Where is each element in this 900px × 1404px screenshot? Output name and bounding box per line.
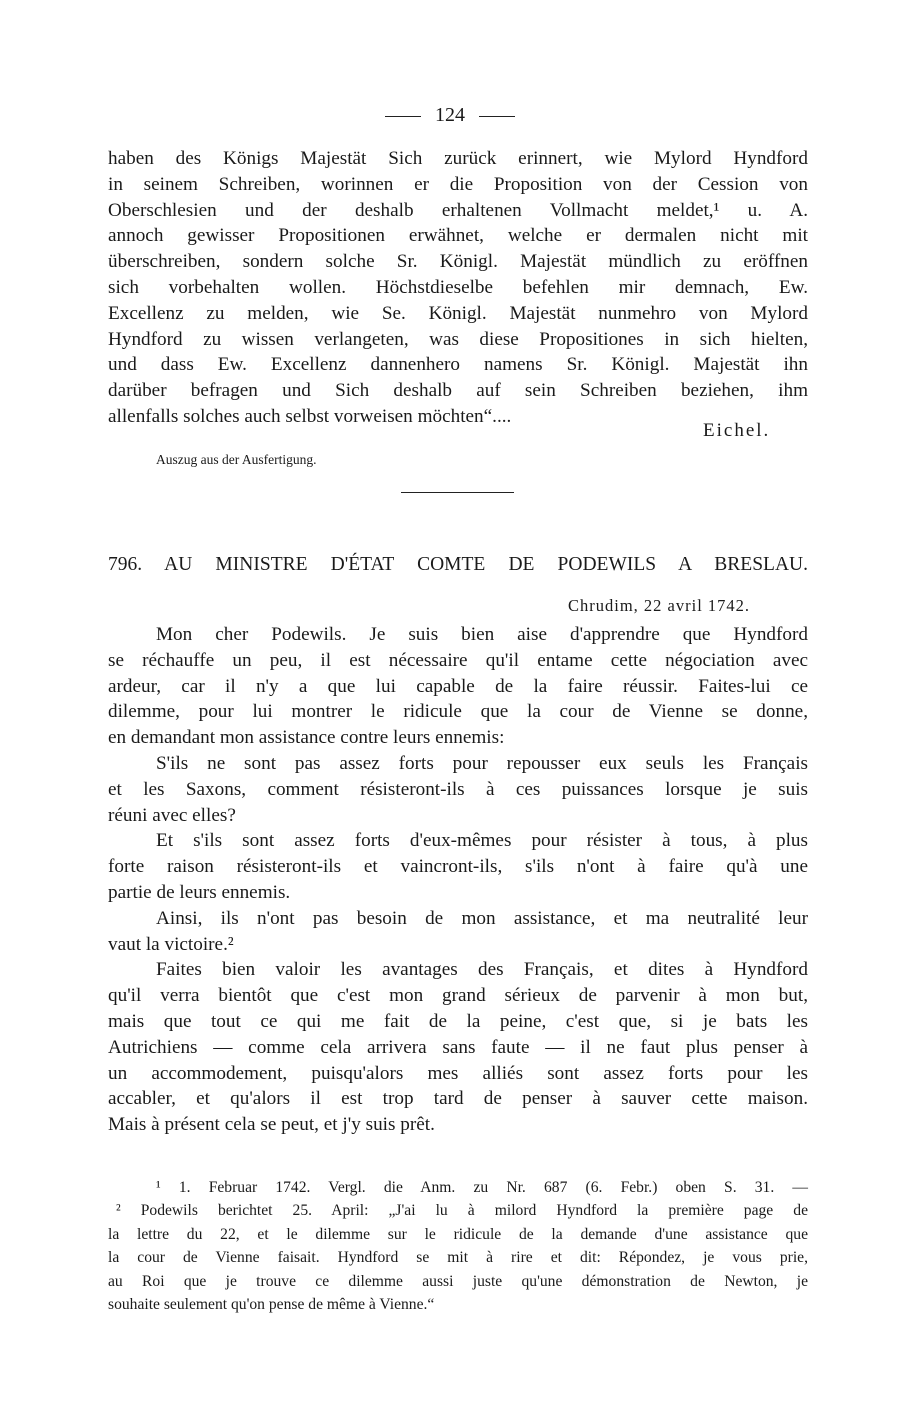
text-line: und dass Ew. Excellenz dannenhero namens Sr. Königl. Majestät ihn [108, 354, 808, 376]
text-line: Mon cher Podewils. Je suis bien aise d'apprendre que Hyndford [156, 624, 808, 645]
text-line: Oberschlesien und der deshalb erhaltenen Vollmacht meldet,¹ u. A. [108, 199, 808, 221]
text-line: darüber befragen und Sich deshalb auf sein Schreiben beziehen, ihm [108, 380, 808, 402]
text-line: sich vorbehalten wollen. Höchstdieselbe befehlen mir demnach, Ew. [108, 276, 808, 298]
text-line: un accommodement, puisqu'alors mes alliés sont assez forts pour les [108, 1062, 808, 1084]
footnote-line: la cour de Vienne faisait. Hyndford se mit à rire et dit: Répondez, je vous prie, [108, 1249, 808, 1267]
page-number-dash-right [479, 116, 515, 117]
section-divider [401, 492, 514, 493]
page-number-dash-left [385, 116, 421, 117]
text-line: accabler, et qu'alors il est trop tard de penser à sauver cette maison. [108, 1088, 808, 1110]
text-line: et les Saxons, comment résisteront-ils à ces puissances lorsque je suis [108, 778, 808, 800]
top-paragraph [108, 146, 808, 430]
footnotes [108, 1176, 808, 1316]
text-line: S'ils ne sont pas assez forts pour repousser eux seuls les Français [156, 752, 808, 774]
text-line: se réchauffe un peu, il est nécessaire qu'il entame cette négociation avec [108, 649, 808, 671]
text-line: Hyndford zu wissen verlangeten, was diese Propositiones in sich hielten, [108, 328, 808, 350]
text-line: haben des Königs Majestät Sich zurück erinnert, wie Mylord Hyndford [108, 148, 808, 169]
page-number-text: 124 [435, 104, 465, 126]
footnote-line: au Roi que je trouve ce dilemme aussi juste qu'une démonstration de Newton, je [108, 1272, 808, 1290]
text-line: réuni avec elles? [108, 804, 236, 826]
text-line: Autrichiens — comme cela arrivera sans faute — il ne faut plus penser à [108, 1036, 808, 1058]
footnote-line: souhaite seulement qu'on pense de même à Vienne.“ [108, 1296, 435, 1314]
footnote-line: ² Podewils berichtet 25. April: „J'ai lu à milord Hyndford la première page de [116, 1202, 808, 1220]
text-line: Excellenz zu melden, wie Se. Königl. Majestät nunmehro von Mylord [108, 302, 808, 324]
text-line: vaut la victoire.² [108, 933, 234, 955]
letter-heading: 796. AU MINISTRE D'ÉTAT COMTE DE PODEWILS A BRESLAU. [108, 554, 808, 575]
text-line: in seinem Schreiben, worinnen er die Proposition von der Cession von [108, 173, 808, 195]
text-line: dilemme, pour lui montrer le ridicule que la cour de Vienne se donne, [108, 701, 808, 723]
text-line: überschreiben, sondern solche Sr. Königl. Majestät mündlich zu eröffnen [108, 251, 808, 273]
signature: Eichel. [703, 420, 771, 441]
text-line: annoch gewisser Propositionen erwähnet, welche er dermalen nicht mit [108, 225, 808, 247]
letter-body [108, 622, 808, 1138]
text-line: Faites bien valoir les avantages des Français, et dites à Hyndford [156, 959, 808, 981]
footnote-line: ¹ 1. Februar 1742. Vergl. die Anm. zu Nr. 687 (6. Febr.) oben S. 31. — [156, 1179, 808, 1196]
text-line: Ainsi, ils n'ont pas besoin de mon assistance, et ma neutralité leur [156, 907, 808, 929]
text-line: mais que tout ce qui me fait de la peine, c'est que, si je bats les [108, 1010, 808, 1032]
text-line: qu'il verra bientôt que c'est mon grand sérieux de parvenir à mon but, [108, 985, 808, 1007]
text-line: ardeur, car il n'y a que lui capable de la faire réussir. Faites-lui ce [108, 675, 808, 697]
page-number [0, 104, 900, 127]
text-line: forte raison résisteront-ils et vaincront-ils, s'ils n'ont à faire qu'à une [108, 856, 808, 878]
text-line: Et s'ils sont assez forts d'eux-mêmes pour résister à tous, à plus [156, 830, 808, 852]
source-note: Auszug aus der Ausfertigung. [156, 452, 317, 467]
text-line: partie de leurs ennemis. [108, 881, 291, 903]
footnote-line: la lettre du 22, et le dilemme sur le ridicule de la demande d'une assistance que [108, 1225, 808, 1243]
text-line: allenfalls solches auch selbst vorweisen möchten“.... [108, 405, 512, 427]
text-line: Mais à présent cela se peut, et j'y suis prêt. [108, 1114, 435, 1136]
text-line: en demandant mon assistance contre leurs ennemis: [108, 727, 505, 749]
place-date: Chrudim, 22 avril 1742. [568, 596, 751, 615]
